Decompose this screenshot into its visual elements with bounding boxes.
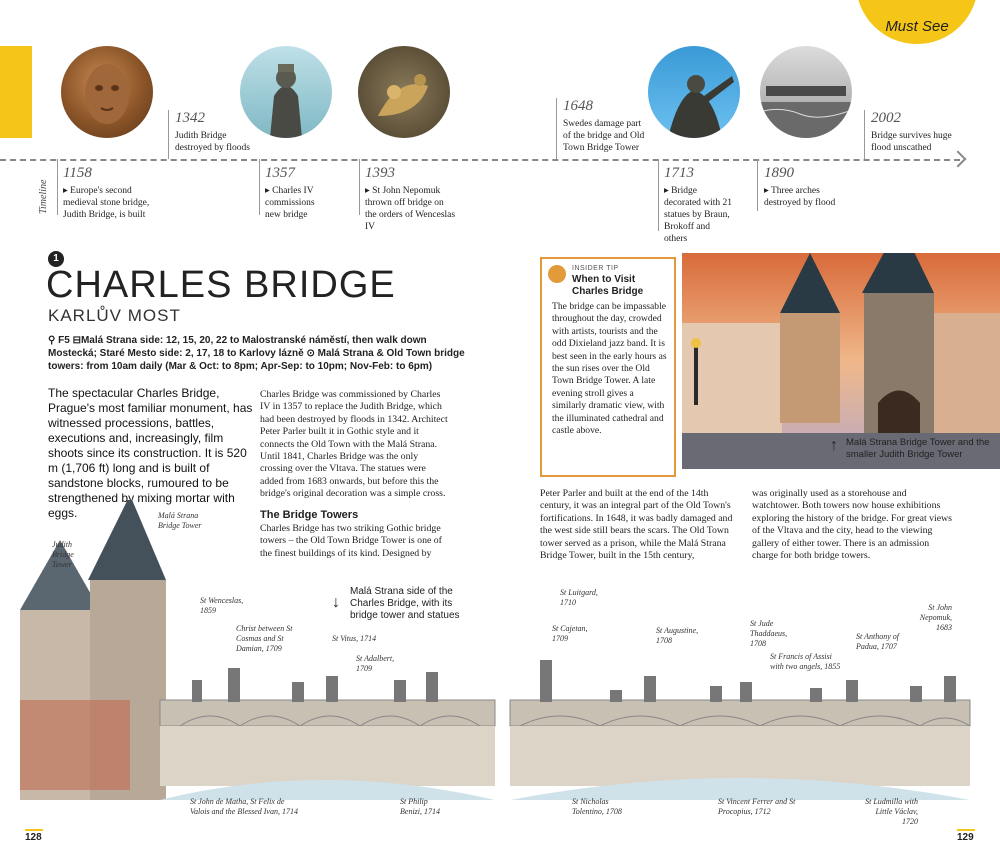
towers-text: Charles Bridge has two striking Gothic bridge towers – the Old Town Bridge Tower is one of the finest buildings of its kind. Designed by	[260, 523, 442, 559]
pin-icon: ⚲	[48, 335, 56, 346]
timeline-text: St John Nepomuk thrown off bridge on the orders of Wenceslas IV	[365, 186, 456, 232]
body-column-4: was originally used as a storehouse and watchtower. Both towers now house exhibitions exploring the history of the bridge. For great views of the Vltava and the city, head to the viewing gallery of either tower. There is an admission charge for both bridge towers.	[752, 488, 952, 562]
tip-body: The bridge can be impassable throughout the day, crowded with artists, tourists and the odd Dixieland jazz band. It is best seen in the early hours as the sun rises over the Old Town Bridge Tower. A late evening stroll gives a similarly dramatic view, with the illuminated cathedral and castle above.	[552, 301, 667, 437]
timeline-year: 1890	[764, 165, 794, 181]
transport-info: Malá Strana side: 12, 15, 20, 22 to Malostranské náměstí, then walk down Mostecká; Staré Mesto side: 2, 17, 18 to Karlovy lázně	[48, 335, 427, 359]
timeline-tick	[658, 159, 659, 231]
tip-label: INSIDER TIP	[572, 265, 619, 272]
timeline-text: Bridge survives huge flood unscathed	[871, 131, 952, 153]
label-judith-tower: Judith Bridge Tower	[52, 540, 74, 569]
label-st-jude: St Jude Thaddaeus, 1708	[750, 619, 788, 648]
body-column-3: Peter Parler and built at the end of the 14th century, it was an integral part of the Old Town's fortifications. In 1648, it was badly damaged and the west side still bears the scars. The Old Town tower served as a prison, while the Malá Strana Bridge Tower, built in the 15th century,	[540, 488, 733, 562]
timeline-year: 1158	[63, 165, 92, 181]
label-st-nicholas: St Nicholas Tolentino, 1708	[572, 797, 622, 816]
must-see-badge	[856, 0, 978, 44]
timeline-year: 1393	[365, 165, 395, 181]
page-subtitle: KARLŮV MOST	[48, 306, 181, 325]
label-st-francis: St Francis of Assisi with two angels, 1855	[770, 652, 841, 671]
timeline-image-charles-iv	[240, 46, 332, 138]
page-number-right: 129	[957, 832, 974, 843]
label-st-anthony: St Anthony of Padua, 1707	[856, 632, 899, 651]
label-st-adalbert: St Adalbert, 1709	[356, 654, 395, 673]
timeline-text: Europe's second medieval stone bridge, Judith Bridge, is built	[63, 186, 150, 220]
tram-icon: ⊟	[72, 335, 81, 346]
timeline-tick	[864, 110, 865, 159]
timeline-year: 1713	[664, 165, 694, 181]
timeline-tick	[57, 159, 58, 215]
label-st-philip: St Philip Benizi, 1714	[400, 797, 440, 816]
towers-heading: The Bridge Towers	[260, 509, 359, 521]
label-st-vincent: St Vincent Ferrer and St Procopius, 1712	[718, 797, 796, 816]
illustration-caption: Malá Strana side of the Charles Bridge, with its bridge tower and statues	[350, 586, 460, 621]
timeline-entry-text: ▸ St John Nepomuk thrown off bridge on the orders of Wenceslas IV	[365, 186, 456, 232]
timeline-entry-text: ▸ Europe's second medieval stone bridge, Judith Bridge, is built	[63, 186, 150, 220]
timeline-tick	[757, 159, 758, 211]
label-st-john-de-matha: St John de Matha, St Felix de Valois and the Blessed Ivan, 1714	[190, 797, 298, 816]
label-st-wenceslas: St Wenceslas, 1859	[200, 596, 244, 615]
label-st-vitus: St Vitus, 1714	[332, 634, 377, 643]
timeline-year: 1342	[175, 110, 205, 126]
map-ref: F5	[58, 335, 70, 346]
label-st-cajetan: St Cajetan, 1709	[552, 624, 588, 643]
must-see-label: Must See	[885, 18, 949, 35]
timeline-text: Swedes damage part of the bridge and Old Town Bridge Tower	[563, 119, 645, 153]
entry-number: 1	[48, 251, 64, 267]
lead-paragraph: The spectacular Charles Bridge, Prague's most familiar monument, has witnessed processions, battles, executions and, increasingly, film shoots since its construction. It is 520 m (1,706 ft) long and is built of sandstone blocks, rumoured to be strengthened by mixing mortar with eggs.	[48, 386, 253, 520]
page-number-underline	[25, 829, 43, 831]
timeline-year: 1357	[265, 165, 295, 181]
practical-info	[48, 334, 468, 373]
timeline-year: 2002	[871, 110, 901, 126]
timeline-text: Judith Bridge destroyed by floods	[175, 131, 250, 153]
tip-title: When to Visit Charles Bridge	[572, 274, 644, 297]
arrow-down-icon: ↓	[332, 594, 340, 611]
arrow-up-icon: ↑	[830, 437, 838, 454]
opening-info: Malá Strana & Old Town bridge towers: from 10am daily (Mar & Oct: to 8pm; Apr-Sep: to 10pm; Nov-Feb: to 6pm)	[48, 348, 465, 372]
timeline-tick	[556, 98, 557, 159]
timeline-entry-text: ▸ Charles IV commissions new bridge	[265, 186, 315, 220]
timeline-text: Three arches destroyed by flood	[764, 186, 836, 208]
section-tab	[0, 46, 32, 138]
timeline-image-flood-1890	[760, 46, 852, 138]
timeline-entry-text: ▸ Three arches destroyed by flood	[764, 186, 836, 208]
timeline-text: Charles IV commissions new bridge	[265, 186, 315, 220]
label-christ-cosmas: Christ between St Cosmas and St Damian, 1709	[236, 624, 293, 653]
page-number-underline	[957, 829, 975, 831]
timeline-image-judith-head	[61, 46, 153, 138]
timeline-tick	[359, 159, 360, 215]
label-st-augustine: St Augustine, 1708	[656, 626, 699, 645]
body-column-2: Charles Bridge was commissioned by Charles IV in 1357 to replace the Judith Bridge, which had been destroyed by floods in 1342. Architect Peter Parler built it in Gothic style and it connects the Old Town with the Malá Strana. Until 1841, Charles Bridge was the only crossing over the Vltava. The statues were added from 1683 onwards, but before this the bridge's original decoration was a simple cross.	[260, 389, 448, 500]
label-mala-strana-tower: Malá Strana Bridge Tower	[158, 511, 202, 530]
label-st-ludmilla: St Ludmilla with Little Václav, 1720	[865, 797, 918, 826]
speech-icon	[548, 265, 566, 283]
timeline-label: Timeline	[38, 179, 49, 214]
photo-caption: Malá Strana Bridge Tower and the smaller Judith Bridge Tower	[846, 437, 990, 460]
page-title: CHARLES BRIDGE	[46, 264, 396, 306]
timeline-image-statue	[648, 46, 740, 138]
label-st-luitgard: St Luitgard, 1710	[560, 588, 598, 607]
timeline-image-nepomuk-relief	[358, 46, 450, 138]
metro-icon: ⊙	[306, 348, 315, 359]
timeline-year: 1648	[563, 98, 593, 114]
label-st-john-nepomuk: St John Nepomuk, 1683	[919, 603, 952, 632]
timeline-tick	[168, 110, 169, 159]
timeline-line	[0, 159, 960, 161]
page-number-left: 128	[25, 832, 42, 843]
timeline-text: Bridge decorated with 21 statues by Braun, Brokoff and others	[664, 186, 733, 244]
timeline-entry-text: ▸ Bridge decorated with 21 statues by Braun, Brokoff and others	[664, 186, 733, 244]
timeline-tick	[259, 159, 260, 215]
